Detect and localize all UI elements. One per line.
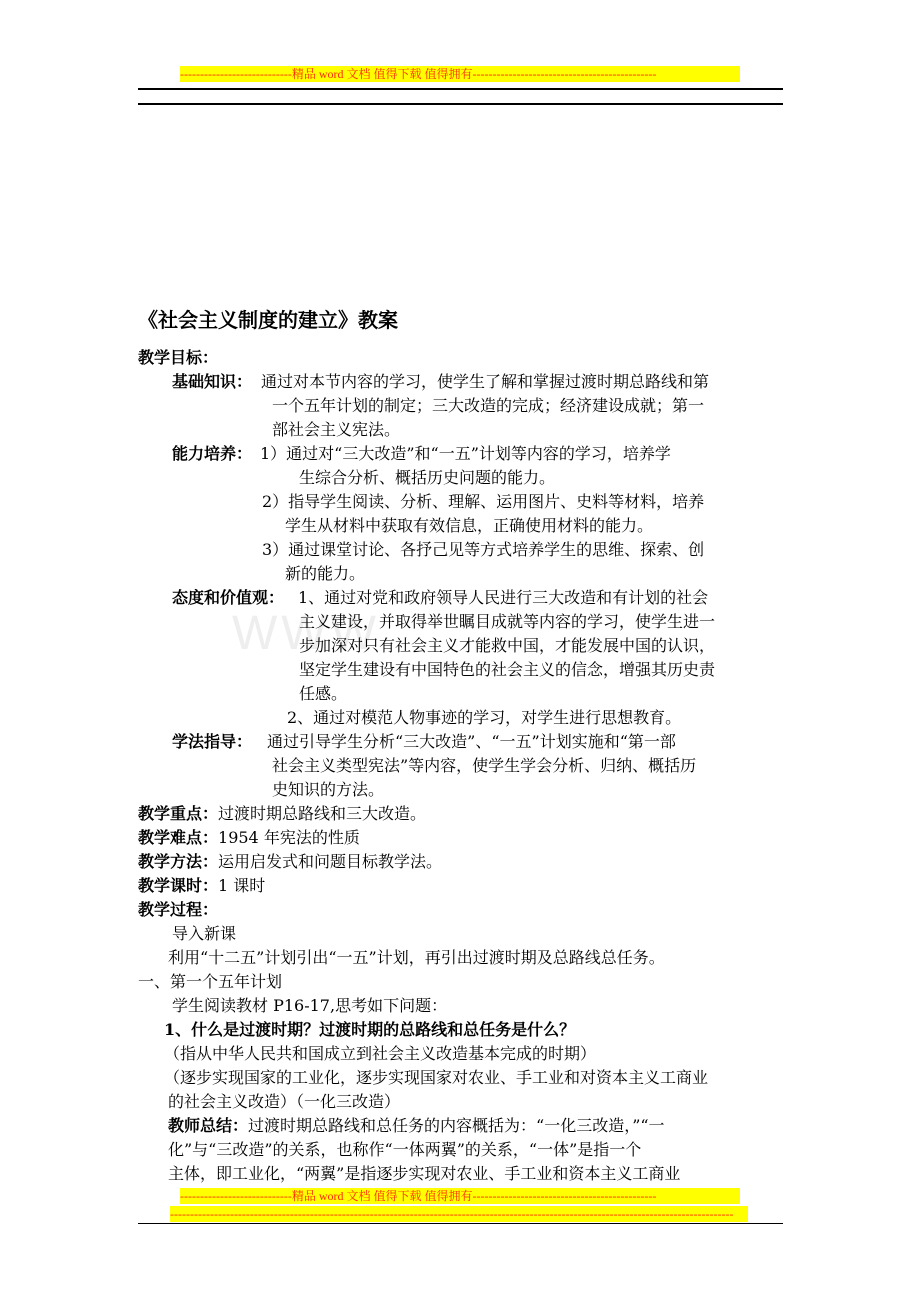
header-rule-bottom xyxy=(138,103,783,105)
summary-text: 主体，即工业化，“两翼”是指逐步实现对农业、手工业和资本主义工商业 xyxy=(168,1164,681,1183)
difficulty-point xyxy=(138,826,360,850)
footer-banner-dashes: --------------------------------------------------------------------------------------------------------------------------------------------- xyxy=(170,1206,748,1222)
difficulty-label: 教学难点： xyxy=(138,828,219,847)
teaching-hours xyxy=(138,874,265,898)
ability-item: 新的能力。 xyxy=(285,564,366,583)
ability-label: 能力培养： xyxy=(172,444,253,463)
ability-item: 1）通过对“三大改造”和“一五”计划等内容的学习，培养学 xyxy=(260,444,671,463)
header-rule-top xyxy=(138,88,783,90)
answer-text: （指从中华人民共和国成立到社会主义改造基本完成的时期） xyxy=(164,1044,597,1063)
attitude-item: 坚定学生建设有中国特色的社会主义的信念，增强其历史责 xyxy=(299,660,716,679)
answer-text: （逐步实现国家的工业化，逐步实现国家对农业、手工业和对资本主义工商业 xyxy=(164,1068,709,1087)
process-label: 教学过程： xyxy=(138,900,219,919)
method-guide-text: 通过引导学生分析“三大改造”、“一五”计划实施和“第一部 xyxy=(267,732,676,751)
footer-rule xyxy=(138,1223,783,1224)
question-1: 1、什么是过渡时期？过渡时期的总路线和总任务是什么？ xyxy=(164,1020,576,1039)
basic-label: 基础知识： xyxy=(172,372,253,391)
basic-text: 一个五年计划的制定；三大改造的完成；经济建设成就；第一 xyxy=(272,396,705,415)
intro-heading: 导入新课 xyxy=(172,924,237,943)
key-label: 教学重点： xyxy=(138,804,219,823)
section-heading: 一、第一个五年计划 xyxy=(138,972,283,991)
difficulty-text: 1954 年宪法的性质 xyxy=(218,828,360,847)
attitude-item: 2、通过对模范人物事迹的学习，对学生进行思想教育。 xyxy=(287,708,682,727)
header-banner: ----------------------------精品 word 文档 值得下载 值得拥有---------------------------------------------- xyxy=(180,66,740,82)
method-guide-text: 社会主义类型宪法”等内容，使学生学会分析、归纳、概括历 xyxy=(272,756,697,775)
attitude-item: 步加深对只有社会主义才能救中国，才能发展中国的认识， xyxy=(299,636,716,655)
key-text: 过渡时期总路线和三大改造。 xyxy=(218,804,427,823)
footer-banner: ----------------------------精品 word 文档 值得下载 值得拥有---------------------------------------------- xyxy=(180,1188,740,1204)
attitude-label: 态度和价值观： xyxy=(172,588,285,607)
ability-item: 学生从材料中获取有效信息，正确使用材料的能力。 xyxy=(285,516,654,535)
basic-text: 通过对本节内容的学习，使学生了解和掌握过渡时期总路线和第 xyxy=(261,372,710,391)
attitude-item: 1、通过对党和政府领导人民进行三大改造和有计划的社会 xyxy=(298,588,709,607)
basic-text: 部社会主义宪法。 xyxy=(272,420,401,439)
intro-text: 利用“十二五”计划引出“一五”计划，再引出过渡时期及总路线总任务。 xyxy=(168,948,665,967)
document-title: 《社会主义制度的建立》教案 xyxy=(138,308,398,332)
summary-text: 过渡时期总路线和总任务的内容概括为：“一化三改造，”“一 xyxy=(248,1116,665,1135)
summary-text: 化”与“三改造”的关系，也称作“一体两翼”的关系，“一体”是指一个 xyxy=(168,1140,642,1159)
teaching-method xyxy=(138,850,442,874)
watermark: WWW xyxy=(232,607,380,660)
method-guide-text: 史知识的方法。 xyxy=(272,780,385,799)
key-point xyxy=(138,802,426,826)
attitude-item: 主义建设，并取得举世瞩目成就等内容的学习，使学生进一 xyxy=(299,612,716,631)
answer-text: 的社会主义改造）（一化三改造） xyxy=(168,1092,401,1111)
summary-line xyxy=(168,1114,665,1138)
attitude-item: 任感。 xyxy=(299,684,348,703)
method-guide-label: 学法指导： xyxy=(172,732,253,751)
objectives-label: 教学目标： xyxy=(138,348,219,367)
hours-label: 教学课时： xyxy=(138,876,219,895)
ability-item: 2）指导学生阅读、分析、理解、运用图片、史料等材料，培养 xyxy=(262,492,705,511)
teaching-method-text: 运用启发式和问题目标教学法。 xyxy=(218,852,443,871)
summary-label: 教师总结： xyxy=(168,1116,249,1135)
hours-text: 1 课时 xyxy=(218,876,266,895)
ability-item: 3）通过课堂讨论、各抒己见等方式培养学生的思维、探索、创 xyxy=(262,540,705,559)
reading-task: 学生阅读教材 P16-17,思考如下问题： xyxy=(172,996,448,1015)
teaching-method-label: 教学方法： xyxy=(138,852,219,871)
ability-item: 生综合分析、概括历史问题的能力。 xyxy=(299,468,556,487)
